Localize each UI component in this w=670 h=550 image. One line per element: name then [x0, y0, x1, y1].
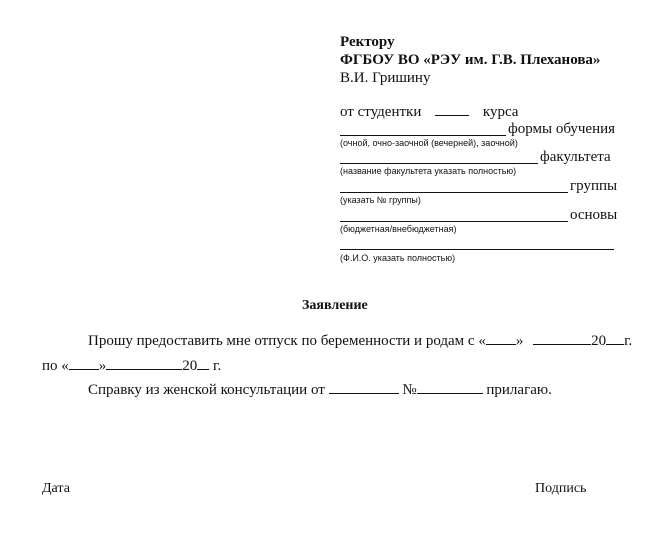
- end-prefix: по «: [42, 358, 69, 374]
- end-year-prefix: 20: [182, 358, 198, 374]
- end-year-field[interactable]: [197, 369, 209, 370]
- course-label: курса: [482, 104, 519, 120]
- full-name-hint: (Ф.И.О. указать полностью): [340, 253, 456, 263]
- signature-label: Подпись: [535, 481, 587, 496]
- study-form-hint: (очной, очно-заочной (вечерней), заочной): [340, 138, 518, 148]
- full-name-field[interactable]: [340, 249, 614, 250]
- group-label: группы: [570, 178, 618, 194]
- group-field[interactable]: [340, 192, 568, 193]
- start-day-field[interactable]: [486, 344, 516, 345]
- faculty-label: факультета: [540, 149, 611, 165]
- end-year-suffix: г.: [213, 358, 222, 374]
- group-hint: (указать № группы): [340, 195, 421, 205]
- basis-label: основы: [570, 207, 618, 223]
- leave-end-line: [42, 358, 221, 375]
- start-year-prefix: 20: [591, 333, 607, 349]
- end-month-field[interactable]: [106, 369, 182, 370]
- study-form-label: формы обучения: [508, 121, 616, 137]
- start-year-field[interactable]: [606, 344, 624, 345]
- rector-name: В.И. Гришину: [340, 70, 431, 86]
- faculty-field[interactable]: [340, 163, 538, 164]
- date-label: Дата: [42, 481, 70, 496]
- leave-request-text: Прошу предоставить мне отпуск по беременности и родам с «: [88, 333, 486, 349]
- basis-field[interactable]: [340, 221, 568, 222]
- basis-hint: (бюджетная/внебюджетная): [340, 224, 457, 234]
- end-quote-close: »: [98, 358, 107, 374]
- certificate-text: Справку из женской консультации от: [88, 382, 325, 398]
- attach-text: прилагаю.: [486, 382, 552, 398]
- addressee-title: Ректору: [340, 34, 395, 50]
- number-sign: №: [402, 382, 417, 398]
- from-student-line: [340, 104, 518, 121]
- certificate-date-field[interactable]: [329, 393, 399, 394]
- end-day-field[interactable]: [69, 369, 99, 370]
- quote-close: »: [515, 333, 524, 349]
- faculty-hint: (название факультета указать полностью): [340, 166, 517, 176]
- start-month-field[interactable]: [533, 344, 591, 345]
- certificate-number-field[interactable]: [417, 393, 483, 394]
- start-year-suffix: г.: [624, 333, 633, 349]
- certificate-line: [88, 382, 552, 399]
- document-title: Заявление: [302, 298, 368, 313]
- study-form-field[interactable]: [340, 135, 506, 136]
- leave-request-line: [88, 333, 632, 350]
- from-student-label: от студентки: [340, 104, 422, 120]
- institution-name: ФГБОУ ВО «РЭУ им. Г.В. Плеханова»: [340, 52, 601, 68]
- course-number-field[interactable]: [435, 115, 469, 116]
